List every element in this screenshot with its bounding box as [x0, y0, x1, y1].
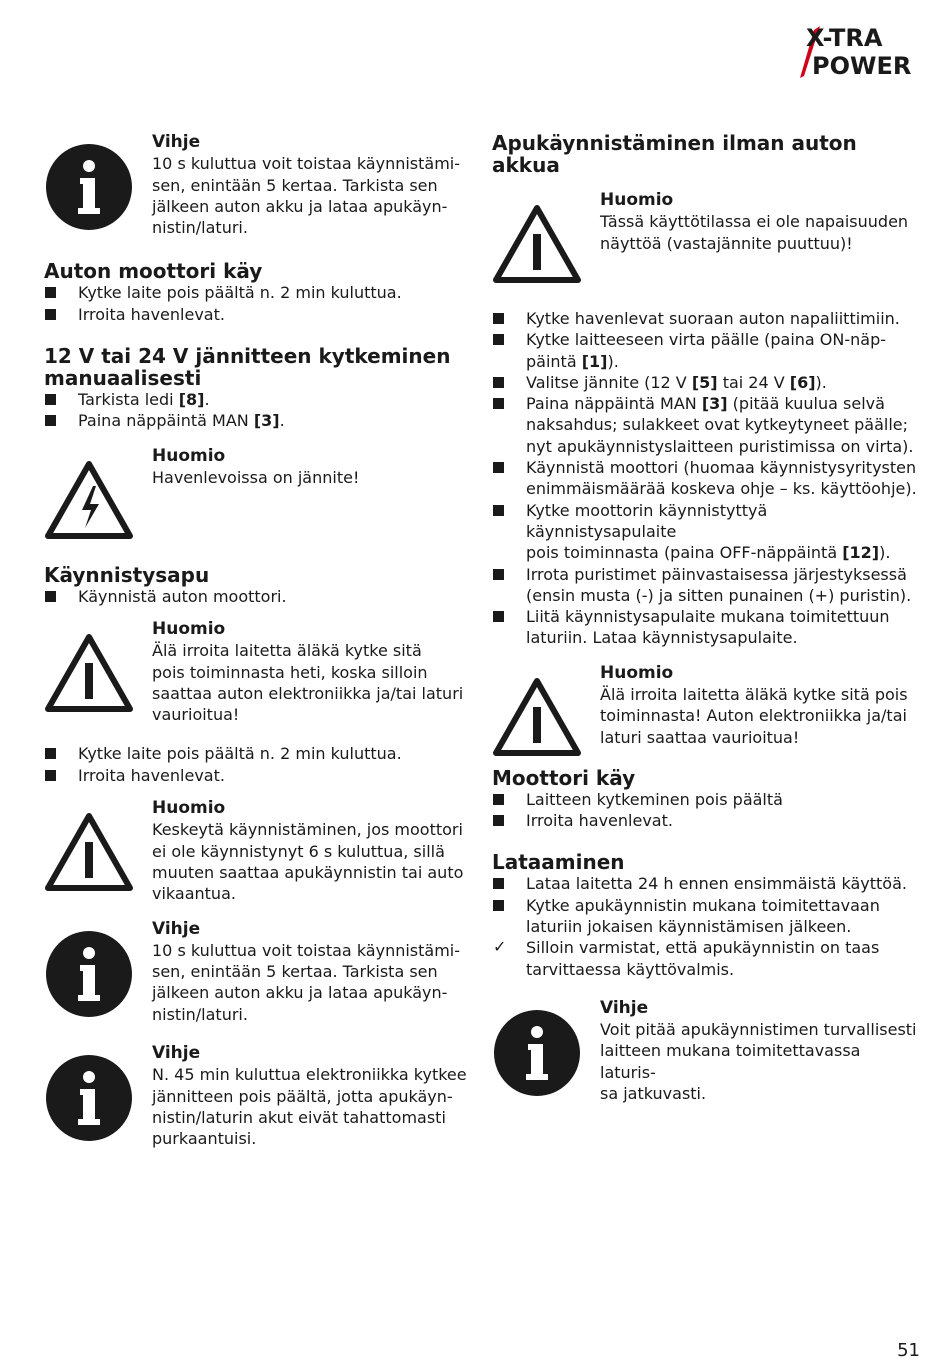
caution-note	[492, 190, 917, 286]
note-line: sen, enintään 5 kertaa. Tarkista sen	[152, 962, 438, 982]
list-item: Irroita havenlevat.	[44, 304, 474, 325]
note-title: Vihje	[152, 132, 201, 152]
bullet-list	[492, 789, 917, 832]
section-heading: Auton moottori käy	[44, 259, 263, 284]
section-heading: Lataaminen	[492, 850, 625, 875]
note-line: nistin/laturi.	[152, 1004, 248, 1024]
note-title: Huomio	[152, 618, 226, 639]
note-line: saattaa auton elektroniikka ja/tai laturi	[152, 683, 464, 703]
note-line: N. 45 min kuluttua elektroniikka kytkee	[152, 1065, 467, 1085]
note-line: jännitteen pois päältä, jotta apukäyn-	[152, 1086, 453, 1106]
logo-line2: POWER	[812, 52, 912, 80]
list-item: Kytke laite pois päältä n. 2 min kuluttua.	[44, 282, 474, 303]
note-line: jälkeen auton akku ja lataa apukäyn-	[152, 983, 448, 1003]
right-column	[492, 132, 917, 1104]
hint-note	[44, 132, 474, 238]
info-icon	[44, 929, 134, 1019]
list-item: Paina näppäintä MAN [3].	[44, 410, 474, 431]
note-line: jälkeen auton akku ja lataa apukäyn-	[152, 196, 448, 216]
checked-item: ✓ Silloin varmistat, että apukäynnistin on taas tarvittaessa käyttövalmis.	[492, 937, 917, 980]
note-line: Älä irroita laitetta äläkä kytke sitä pois	[600, 685, 908, 705]
steps-list	[492, 308, 917, 649]
note-line: 10 s kuluttua voit toistaa käynnistämi-	[152, 154, 461, 174]
hint-note	[44, 1043, 474, 1149]
note-line: Tässä käyttötilassa ei ole napaisuuden	[600, 212, 909, 232]
info-icon	[44, 1053, 134, 1143]
bullet-list	[44, 586, 474, 607]
page-number: 51	[897, 1340, 920, 1361]
hint-note	[44, 919, 474, 1025]
list-item: Irroita havenlevat.	[44, 765, 474, 786]
note-title: Huomio	[600, 190, 674, 210]
warning-icon	[492, 200, 582, 290]
note-line: laitteen mukana toimitettavassa laturis-	[600, 1041, 861, 1082]
info-icon	[492, 1008, 582, 1098]
note-line: Älä irroita laitetta äläkä kytke sitä	[152, 641, 422, 661]
warning-icon	[492, 673, 582, 763]
info-icon	[44, 142, 134, 232]
section-heading: Käynnistysapu	[44, 562, 210, 587]
hint-note	[492, 998, 917, 1104]
note-title: Vihje	[152, 918, 201, 939]
note-line: sa jatkuvasti.	[600, 1084, 707, 1104]
heading-line: akkua	[492, 153, 560, 177]
list-item: Lataa laitetta 24 h ennen ensimmäistä käyttöä.	[492, 873, 917, 894]
bullet-list	[44, 743, 474, 786]
note-line: toiminnasta! Auton elektroniikka ja/tai	[600, 706, 907, 726]
note-line: nistin/laturi.	[152, 218, 248, 238]
note-line: Havenlevoissa on jännite!	[152, 467, 360, 487]
section-heading	[44, 345, 474, 389]
heading-line: Apukäynnistäminen ilman auton	[492, 131, 857, 155]
note-line: näyttöä (vastajännite puuttuu)!	[600, 233, 853, 253]
list-item: Irrota puristimet päinvastaisessa järjestyksessä (ensin musta (-) ja sitten punainen (+) puristin).	[492, 564, 917, 607]
note-line: Keskeytä käynnistäminen, jos moottori	[152, 820, 463, 840]
bullet-list	[44, 389, 474, 432]
list-item: Käynnistä moottori (huomaa käynnistysyritysten enimmäismäärää koskeva ohje – ks. käyttöohje).	[492, 457, 917, 500]
note-line: vikaantua.	[152, 884, 236, 904]
note-title: Huomio	[152, 445, 226, 466]
section-heading	[492, 132, 917, 176]
list-item: Paina näppäintä MAN [3] (pitää kuulua selvä naksahdus; sulakkeet ovat kytkeytyneet päälle; nyt apukäynnistyslaitteen puristimissa on virta).	[492, 393, 917, 457]
note-line: Voit pitää apukäynnistimen turvallisesti	[600, 1020, 917, 1040]
left-column	[44, 132, 474, 1150]
heading-line: manuaalisesti	[44, 366, 202, 391]
list-item: Kytke havenlevat suoraan auton napaliittimiin.	[492, 308, 917, 329]
note-title: Huomio	[152, 798, 226, 819]
bullet-list	[492, 873, 917, 979]
xtra-power-logo	[792, 24, 926, 80]
list-item: Laitteen kytkeminen pois päältä	[492, 789, 917, 810]
list-item: Liitä käynnistysapulaite mukana toimitettuun laturiin. Lataa käynnistysapulaite.	[492, 606, 917, 649]
note-line: purkaantuisi.	[152, 1129, 257, 1149]
list-item: Valitse jännite (12 V [5] tai 24 V [6]).	[492, 372, 917, 393]
section-heading: Moottori käy	[492, 765, 636, 790]
list-item: Kytke apukäynnistin mukana toimitettavaan laturiin jokaisen käynnistämisen jälkeen.	[492, 895, 917, 938]
note-line: sen, enintään 5 kertaa. Tarkista sen	[152, 175, 438, 195]
warning-icon	[44, 808, 134, 898]
list-item: Käynnistä auton moottori.	[44, 586, 474, 607]
list-item: Kytke laitteeseen virta päälle (paina ON-näp- päintä [1]).	[492, 329, 917, 372]
warning-icon	[44, 629, 134, 719]
logo-line1: X-TRA	[806, 24, 883, 52]
note-line: muuten saattaa apukäynnistin tai auto	[152, 862, 464, 882]
heading-line: 12 V tai 24 V jännitteen kytkeminen	[44, 344, 451, 369]
list-item: Kytke moottorin käynnistyttyä käynnistysapulaite pois toiminnasta (paina OFF-näppäintä [12]).	[492, 500, 917, 564]
caution-note	[44, 619, 474, 725]
note-line: pois toiminnasta heti, koska silloin	[152, 662, 428, 682]
list-item: Irroita havenlevat.	[492, 810, 917, 831]
note-line: vaurioitua!	[152, 705, 240, 725]
caution-note	[492, 663, 917, 759]
note-title: Huomio	[600, 662, 674, 683]
note-line: nistin/laturin akut eivät tahattomasti	[152, 1107, 446, 1127]
high-voltage-icon	[44, 456, 134, 546]
list-item: Kytke laite pois päältä n. 2 min kuluttua.	[44, 743, 474, 764]
bullet-list	[44, 282, 474, 325]
list-item: Tarkista ledi [8].	[44, 389, 474, 410]
note-line: ei ole käynnistynyt 6 s kuluttua, sillä	[152, 841, 445, 861]
note-line: 10 s kuluttua voit toistaa käynnistämi-	[152, 940, 461, 960]
caution-note	[44, 446, 474, 542]
note-title: Vihje	[152, 1043, 201, 1064]
note-line: laturi saattaa vaurioitua!	[600, 727, 800, 747]
note-title: Vihje	[600, 997, 649, 1018]
caution-note	[44, 798, 474, 904]
